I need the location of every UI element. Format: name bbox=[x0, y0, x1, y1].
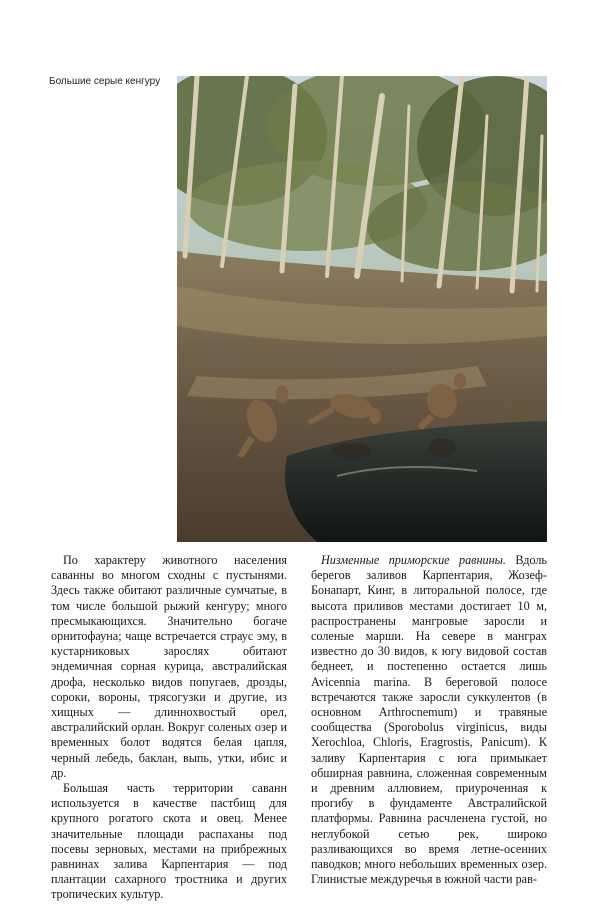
paragraph: Большая часть территории саванн используется в качестве пастбищ для крупного рогатого скота и овец. Менее значительные площади распаханы под посевы зерновых, местами на прибрежных равнинах залива Карпентария — под плантации сахарного тростника и других тропических культур. bbox=[51, 781, 287, 902]
paragraph: По характеру животного населения саванны во многом сходны с пустынями. Здесь также обитают различные сумчатые, в том числе большой рыжий кенгуру; много пресмыкающихся. Значительно богаче орнитофауна; чаще встречается страус эму, в кустарниковых зарослях обитают эндемичная сорная курица, австралийская дрофа, несколько видов попугаев, дрозды, сороки, вороны, трясогузки и другие, из хищных — длиннохвостый орел, австралийский орлан. Вокруг соленых озер и временных болот водятся белая цапля, черный лебедь, баклан, выпь, утки, ибис и др. bbox=[51, 553, 287, 780]
right-text-column bbox=[311, 553, 547, 887]
kangaroo-photo bbox=[177, 76, 547, 542]
figure-caption: Большие серые кенгуру bbox=[49, 76, 161, 87]
paragraph-body: Вдоль берегов заливов Карпентария, Жозеф-Бонапарт, Кинг, в литоральной полосе, где высота приливов местами достигает 10 м, распространены мангровые заросли и соленые марши. На севере в манграх известно до 30 видов, к югу видовой состав беднеет, и постепенно остается лишь Avicennia marina. В береговой полосе встречаются также заросли суккулентов (в основном Arthrocnemum) и травяные сообщества (Sporobolus virginicus, виды Xerochloa, Chloris, Eragrostis, Panicum). К заливу Карпентария с юга примыкает обширная равнина, сложенная современным и древним аллювием, приуроченная к прогибу в фундаменте Австралийской платформы. Равнина расчленена густой, но неглубокой сетью рек, широко разливающихся во время летне-осенних паводков; много небольших временных озер. Глинистые междуречья в южной части рав- bbox=[311, 553, 547, 887]
left-text-column bbox=[51, 553, 287, 903]
section-heading: Низменные приморские равнины. bbox=[321, 553, 506, 567]
paragraph bbox=[311, 553, 547, 887]
